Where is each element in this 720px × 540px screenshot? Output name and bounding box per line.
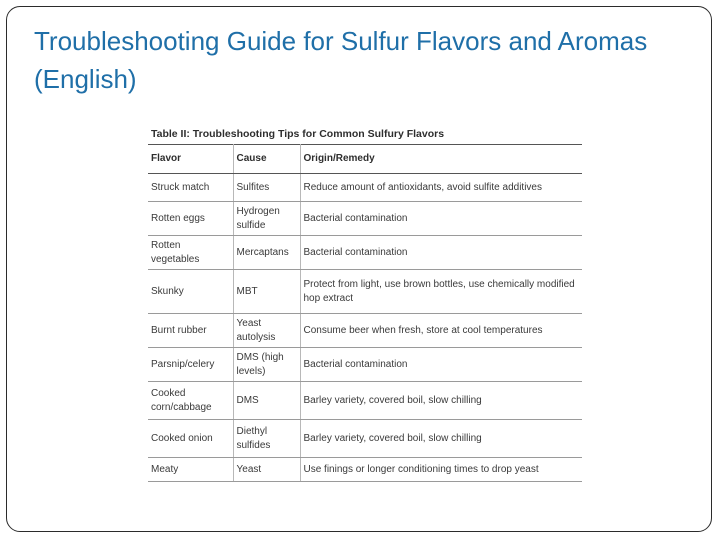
flavor-cell: Cooked corn/cabbage	[148, 382, 233, 420]
cause-cell: DMS (high levels)	[233, 348, 300, 382]
sulfur-flavor-table	[148, 144, 582, 482]
remedy-cell: Protect from light, use brown bottles, use chemically modified hop extract	[300, 270, 582, 314]
header-cause: Cause	[233, 145, 300, 174]
header-origin-remedy: Origin/Remedy	[300, 145, 582, 174]
cause-cell: Sulfites	[233, 174, 300, 202]
table-row	[148, 420, 582, 458]
remedy-cell: Bacterial contamination	[300, 348, 582, 382]
table-row	[148, 236, 582, 270]
flavor-cell: Skunky	[148, 270, 233, 314]
table-row	[148, 458, 582, 482]
flavor-cell: Rotten eggs	[148, 202, 233, 236]
remedy-cell: Barley variety, covered boil, slow chilling	[300, 420, 582, 458]
flavor-cell: Parsnip/celery	[148, 348, 233, 382]
flavor-cell: Burnt rubber	[148, 314, 233, 348]
flavor-cell: Rotten vegetables	[148, 236, 233, 270]
remedy-cell: Bacterial contamination	[300, 236, 582, 270]
slide-title: Troubleshooting Guide for Sulfur Flavors and Aromas (English)	[34, 26, 648, 94]
table-row	[148, 270, 582, 314]
flavor-cell: Cooked onion	[148, 420, 233, 458]
table-row	[148, 174, 582, 202]
remedy-cell: Barley variety, covered boil, slow chilling	[300, 382, 582, 420]
cause-cell: Diethyl sulfides	[233, 420, 300, 458]
cause-cell: Yeast	[233, 458, 300, 482]
flavor-cell: Struck match	[148, 174, 233, 202]
table-row	[148, 382, 582, 420]
table-caption: Table II: Troubleshooting Tips for Common Sulfury Flavors	[151, 128, 445, 140]
cause-cell: Yeast autolysis	[233, 314, 300, 348]
cause-cell: MBT	[233, 270, 300, 314]
cause-cell: Hydrogen sulfide	[233, 202, 300, 236]
flavor-cell: Meaty	[148, 458, 233, 482]
cause-cell: DMS	[233, 382, 300, 420]
header-flavor: Flavor	[148, 145, 233, 174]
table-figure	[148, 124, 584, 490]
remedy-cell: Consume beer when fresh, store at cool temperatures	[300, 314, 582, 348]
remedy-cell: Reduce amount of antioxidants, avoid sulfite additives	[300, 174, 582, 202]
cause-cell: Mercaptans	[233, 236, 300, 270]
table-header-row	[148, 145, 582, 174]
remedy-cell: Bacterial contamination	[300, 202, 582, 236]
table-row	[148, 202, 582, 236]
table-row	[148, 348, 582, 382]
table-row	[148, 314, 582, 348]
remedy-cell: Use finings or longer conditioning times to drop yeast	[300, 458, 582, 482]
